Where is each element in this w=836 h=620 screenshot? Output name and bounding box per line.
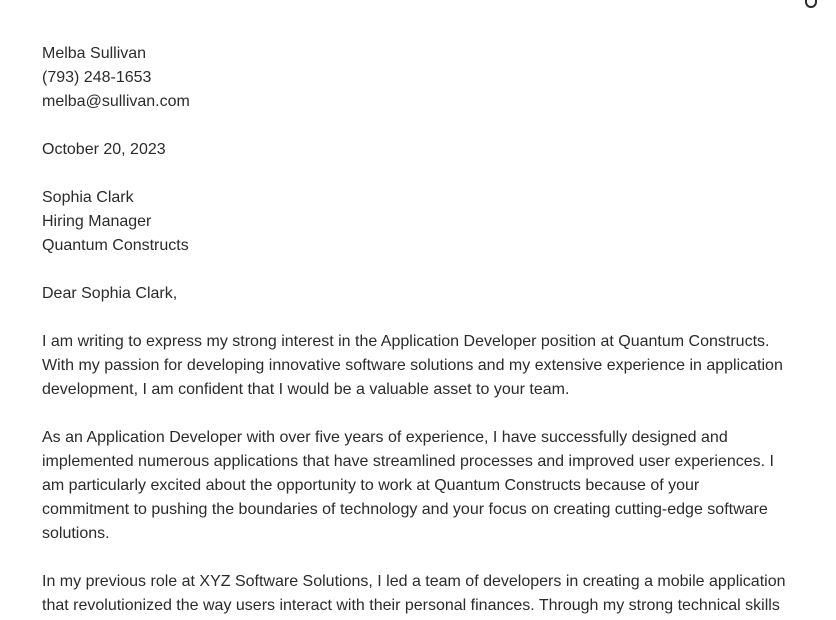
paragraph-line: that revolutionized the way users interact with their personal finances. Through my strong technical skills bbox=[42, 597, 780, 614]
sender-name: Melba Sullivan bbox=[42, 45, 147, 62]
letter-date: October 20, 2023 bbox=[42, 141, 166, 158]
salutation: Dear Sophia Clark, bbox=[42, 285, 178, 302]
partial-glyph-icon bbox=[804, 0, 818, 12]
sender-email: melba@sullivan.com bbox=[42, 93, 190, 110]
paragraph-line: commitment to pushing the boundaries of technology and your focus on creating cutting-edge software bbox=[42, 501, 768, 518]
date-block bbox=[42, 138, 802, 162]
recipient-block bbox=[42, 186, 802, 258]
recipient-name: Sophia Clark bbox=[42, 189, 134, 206]
sender-block bbox=[42, 42, 802, 114]
paragraph-line: am particularly excited about the opportunity to work at Quantum Constructs because of your bbox=[42, 477, 700, 494]
sender-phone: (793) 248-1653 bbox=[42, 69, 152, 86]
cover-letter bbox=[42, 42, 802, 620]
paragraph-line: development, I am confident that I would be a valuable asset to your team. bbox=[42, 381, 570, 398]
paragraph-line: solutions. bbox=[42, 525, 110, 542]
recipient-title: Hiring Manager bbox=[42, 213, 152, 230]
paragraph-line: In my previous role at XYZ Software Solutions, I led a team of developers in creating a mobile application bbox=[42, 573, 786, 590]
recipient-company: Quantum Constructs bbox=[42, 237, 189, 254]
paragraph-3 bbox=[42, 570, 802, 618]
paragraph-2 bbox=[42, 426, 802, 546]
salutation-block bbox=[42, 282, 802, 306]
paragraph-line: As an Application Developer with over five years of experience, I have successfully designed and bbox=[42, 429, 728, 446]
paragraph-line: implemented numerous applications that have streamlined processes and improved user experiences. I bbox=[42, 453, 774, 470]
paragraph-line: With my passion for developing innovative software solutions and my extensive experience in application bbox=[42, 357, 783, 374]
paragraph-line: I am writing to express my strong interest in the Application Developer position at Quantum Constructs. bbox=[42, 333, 770, 350]
paragraph-1 bbox=[42, 330, 802, 402]
